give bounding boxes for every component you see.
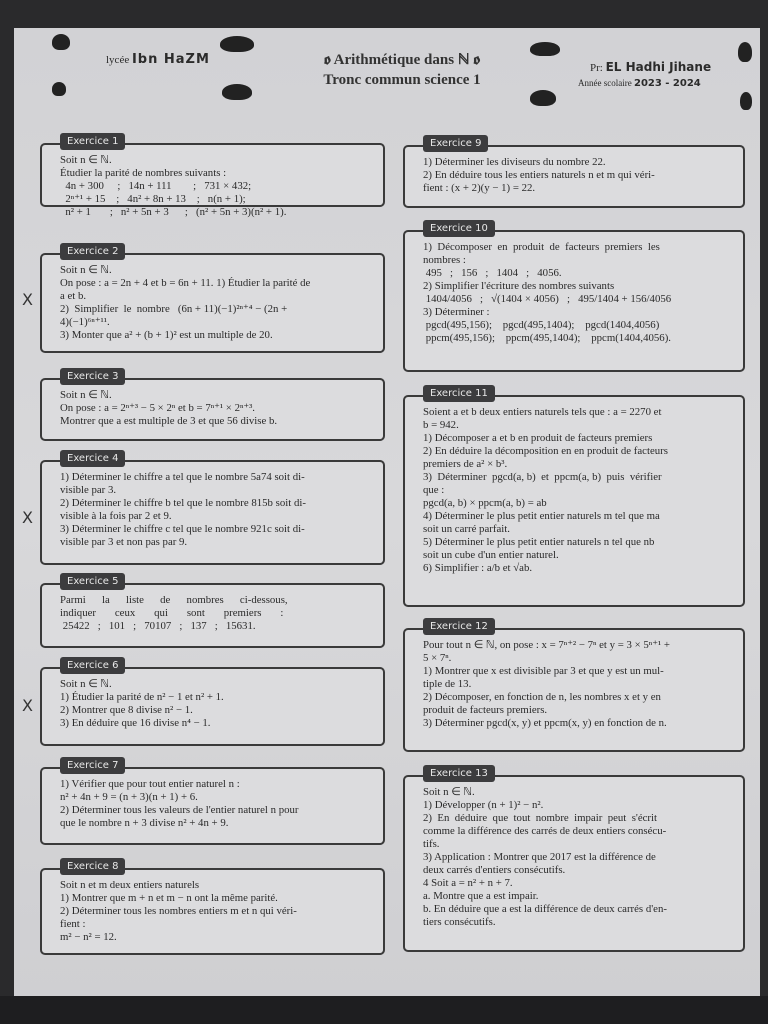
exercise-line: 2) Simplifier le nombre (6n + 11)(−1)²ⁿ⁺⁴ − (2n + (60, 303, 288, 315)
exercise-line: 1404/4056 ; √(1404 × 4056) ; 495/1404 + 156/4056 (423, 293, 672, 305)
title-sub: Tronc commun science 1 (323, 72, 481, 88)
exercise-line: n² + 4n + 9 = (n + 3)(n + 1) + 6. (60, 791, 198, 803)
exercise-line: m² − n² = 12. (60, 931, 117, 943)
margin-mark: X (22, 290, 33, 309)
margin-mark: X (22, 508, 33, 527)
title-main: ꬽ Arithmétique dans ℕ ꬽ (323, 52, 481, 68)
exercise-line: 1) Développer (n + 1)² − n². (423, 799, 544, 811)
exercise-line: 2ⁿ⁺¹ + 15 ; 4n² + 8n + 13 ; n(n + 1); (60, 193, 246, 205)
exercise-line: comme la différence des carrés de deux entiers consécu- (423, 825, 667, 837)
exercise-line: Soit n ∈ ℕ. (60, 389, 112, 401)
exercise-line: n² + 1 ; n² + 5n + 3 ; (n² + 5n + 3)(n² + 1). (60, 206, 287, 218)
exercise-line: ppcm(495,156); ppcm(495,1404); ppcm(1404,4056). (423, 332, 671, 344)
bat-ornament-icon (52, 34, 70, 50)
exercise-line: 5 × 7ⁿ. (423, 652, 452, 664)
exercise-line: Soit n ∈ ℕ. (60, 154, 112, 166)
exercise-line: 4 Soit a = n² + n + 7. (423, 877, 513, 889)
exercise-line: 6) Simplifier : a/b et √ab. (423, 562, 533, 574)
exercise-label: Exercice 12 (423, 618, 495, 635)
exercise-line: que : (423, 484, 445, 496)
exercise-line: 3) Application : Montrer que 2017 est la différence de (423, 851, 656, 863)
bat-ornament-icon (740, 92, 752, 110)
exercise-label: Exercice 8 (60, 858, 125, 875)
exercise-line: 3) Déterminer pgcd(a, b) et ppcm(a, b) puis vérifier (423, 471, 662, 483)
exercise-line: pgcd(495,156); pgcd(495,1404); pgcd(1404,4056) (423, 319, 660, 331)
exercise-line: visible par 3. (60, 484, 117, 496)
exercise-line: fient : (60, 918, 86, 930)
exercise-box-12 (403, 621, 745, 752)
exercise-line: 4)(−1)⁶ⁿ⁺¹¹. (60, 316, 110, 328)
exercise-line: 2) Simplifier l'écriture des nombres suivants (423, 280, 615, 292)
exercise-line: Montrer que a est multiple de 3 et que 56 divise b. (60, 415, 278, 427)
exercise-line: Pour tout n ∈ ℕ, on pose : x = 7ⁿ⁺² − 7ⁿ et y = 3 × 5ⁿ⁺¹ + (423, 639, 670, 651)
school-name: lycée Ibn HaZM (106, 52, 210, 67)
exercise-line: que le nombre n + 3 divise n² + 4n + 9. (60, 817, 229, 829)
exercise-label: Exercice 11 (423, 385, 495, 402)
exercise-line: 4n + 300 ; 14n + 111 ; 731 × 432; (60, 180, 252, 192)
exercise-line: 1) Déterminer le chiffre a tel que le nombre 5a74 soit di- (60, 471, 305, 483)
exercise-label: Exercice 10 (423, 220, 495, 237)
exercise-line: 2) En déduire que tout nombre impair peut s'écrit (423, 812, 658, 824)
exercise-line: Soient a et b deux entiers naturels tels que : a = 2270 et (423, 406, 662, 418)
bat-ornament-icon (530, 42, 560, 56)
exercise-line: 25422 ; 101 ; 70107 ; 137 ; 15631. (60, 620, 256, 632)
exercise-line: 3) Déterminer pgcd(x, y) et ppcm(x, y) en fonction de n. (423, 717, 667, 729)
exercise-line: 2) Montrer que 8 divise n² − 1. (60, 704, 193, 716)
exercise-box-8 (40, 861, 385, 955)
exercise-line: 3) Déterminer le chiffre c tel que le nombre 921c soit di- (60, 523, 305, 535)
exercise-line: soit un cube d'un entier naturel. (423, 549, 559, 561)
exercise-line: produit de facteurs premiers. (423, 704, 548, 716)
exercise-label: Exercice 3 (60, 368, 125, 385)
exercise-line: 2) Déterminer le chiffre b tel que le nombre 815b soit di- (60, 497, 306, 509)
exercise-line: Soit n et m deux entiers naturels (60, 879, 200, 891)
exercise-line: Parmi la liste de nombres ci-dessous, (60, 594, 288, 606)
exercise-line: On pose : a = 2n + 4 et b = 6n + 11. 1) Étudier la parité de (60, 277, 311, 289)
exercise-line: 1) Montrer que x est divisible par 3 et que y est un mul- (423, 665, 664, 677)
exercise-line: tiers consécutifs. (423, 916, 496, 928)
teacher-name: Pr: EL Hadhi Jihane (590, 60, 712, 74)
exercise-line: a. Montre que a est impair. (423, 890, 539, 902)
exercise-line: fient : (x + 2)(y − 1) = 22. (423, 182, 536, 194)
exercise-line: 3) Monter que a² + (b + 1)² est un multiple de 20. (60, 329, 273, 341)
exercise-line: 2) Déterminer tous les valeurs de l'entier naturel n pour (60, 804, 299, 816)
exercise-line: nombres : (423, 254, 466, 266)
exercise-box-4 (40, 453, 385, 565)
exercise-box-3 (40, 371, 385, 441)
exercise-line: visible par 3 et non pas par 9. (60, 536, 188, 548)
bat-ornament-icon (220, 36, 254, 52)
school-year: Année scolaire 2023 - 2024 (578, 78, 701, 89)
exercise-line: On pose : a = 2ⁿ⁺³ − 5 × 2ⁿ et b = 7ⁿ⁺¹ × 2ⁿ⁺³. (60, 402, 256, 414)
bat-ornament-icon (738, 42, 752, 62)
exercise-line: b. En déduire que a est la différence de deux carrés d'en- (423, 903, 667, 915)
exercise-line: a et b. (60, 290, 87, 302)
exercise-line: 3) En déduire que 16 divise n⁴ − 1. (60, 717, 211, 729)
exercise-line: 3) Déterminer : (423, 306, 490, 318)
exercise-label: Exercice 13 (423, 765, 495, 782)
exercise-box-13 (403, 768, 745, 952)
exercise-line: 1) Montrer que m + n et m − n ont la même parité. (60, 892, 278, 904)
exercise-box-2 (40, 246, 385, 353)
exercise-line: 2) Déterminer tous les nombres entiers m et n qui véri- (60, 905, 297, 917)
exercise-box-11 (403, 388, 745, 607)
exercise-box-5 (40, 576, 385, 648)
exercise-line: tifs. (423, 838, 440, 850)
exercise-line: deux carrés d'entiers consécutifs. (423, 864, 566, 876)
exercise-line: 1) Étudier la parité de n² − 1 et n² + 1. (60, 691, 224, 703)
exercise-line: 5) Déterminer le plus petit entier naturels n tel que nb (423, 536, 655, 548)
exercise-line: b = 942. (423, 419, 459, 431)
exercise-line: Soit n ∈ ℕ. (60, 264, 112, 276)
exercise-line: 495 ; 156 ; 1404 ; 4056. (423, 267, 562, 279)
exercise-line: 1) Vérifier que pour tout entier naturel n : (60, 778, 240, 790)
exercise-line: 1) Décomposer a et b en produit de facteurs premiers (423, 432, 653, 444)
exercise-line: Étudier la parité de nombres suivants : (60, 167, 227, 179)
exercise-label: Exercice 1 (60, 133, 125, 150)
exercise-label: Exercice 4 (60, 450, 125, 467)
exercise-box-7 (40, 760, 385, 845)
exercise-line: Soit n ∈ ℕ. (60, 678, 112, 690)
exercise-label: Exercice 9 (423, 135, 488, 152)
exercise-line: 2) Décomposer, en fonction de n, les nombres x et y en (423, 691, 661, 703)
exercise-label: Exercice 6 (60, 657, 125, 674)
exercise-label: Exercice 5 (60, 573, 125, 590)
bat-ornament-icon (52, 82, 66, 96)
exercise-line: 2) En déduire tous les entiers naturels n et m qui véri- (423, 169, 655, 181)
bat-ornament-icon (530, 90, 556, 106)
margin-mark: X (22, 696, 33, 715)
exercise-line: indiquer ceux qui sont premiers : (60, 607, 284, 619)
exercise-line: 1) Déterminer les diviseurs du nombre 22. (423, 156, 606, 168)
exercise-line: 1) Décomposer en produit de facteurs premiers les (423, 241, 660, 253)
exercise-line: 2) En déduire la décomposition en en produit de facteurs (423, 445, 668, 457)
exercise-box-6 (40, 660, 385, 746)
exercise-label: Exercice 7 (60, 757, 125, 774)
exercise-line: premiers de a² × b³. (423, 458, 508, 470)
exercise-line: tiple de 13. (423, 678, 472, 690)
background-edge (0, 996, 768, 1024)
exercise-line: pgcd(a, b) × ppcm(a, b) = ab (423, 497, 547, 509)
exercise-box-9 (403, 138, 745, 208)
exercise-label: Exercice 2 (60, 243, 125, 260)
worksheet-title (292, 50, 512, 90)
exercise-line: 4) Déterminer le plus petit entier naturels m tel que ma (423, 510, 660, 522)
exercise-box-10 (403, 223, 745, 372)
exercise-line: Soit n ∈ ℕ. (423, 786, 475, 798)
exercise-box-1 (40, 136, 385, 218)
exercise-line: visible à la fois par 2 et 9. (60, 510, 172, 522)
bat-ornament-icon (222, 84, 252, 100)
exercise-line: soit un carré parfait. (423, 523, 510, 535)
